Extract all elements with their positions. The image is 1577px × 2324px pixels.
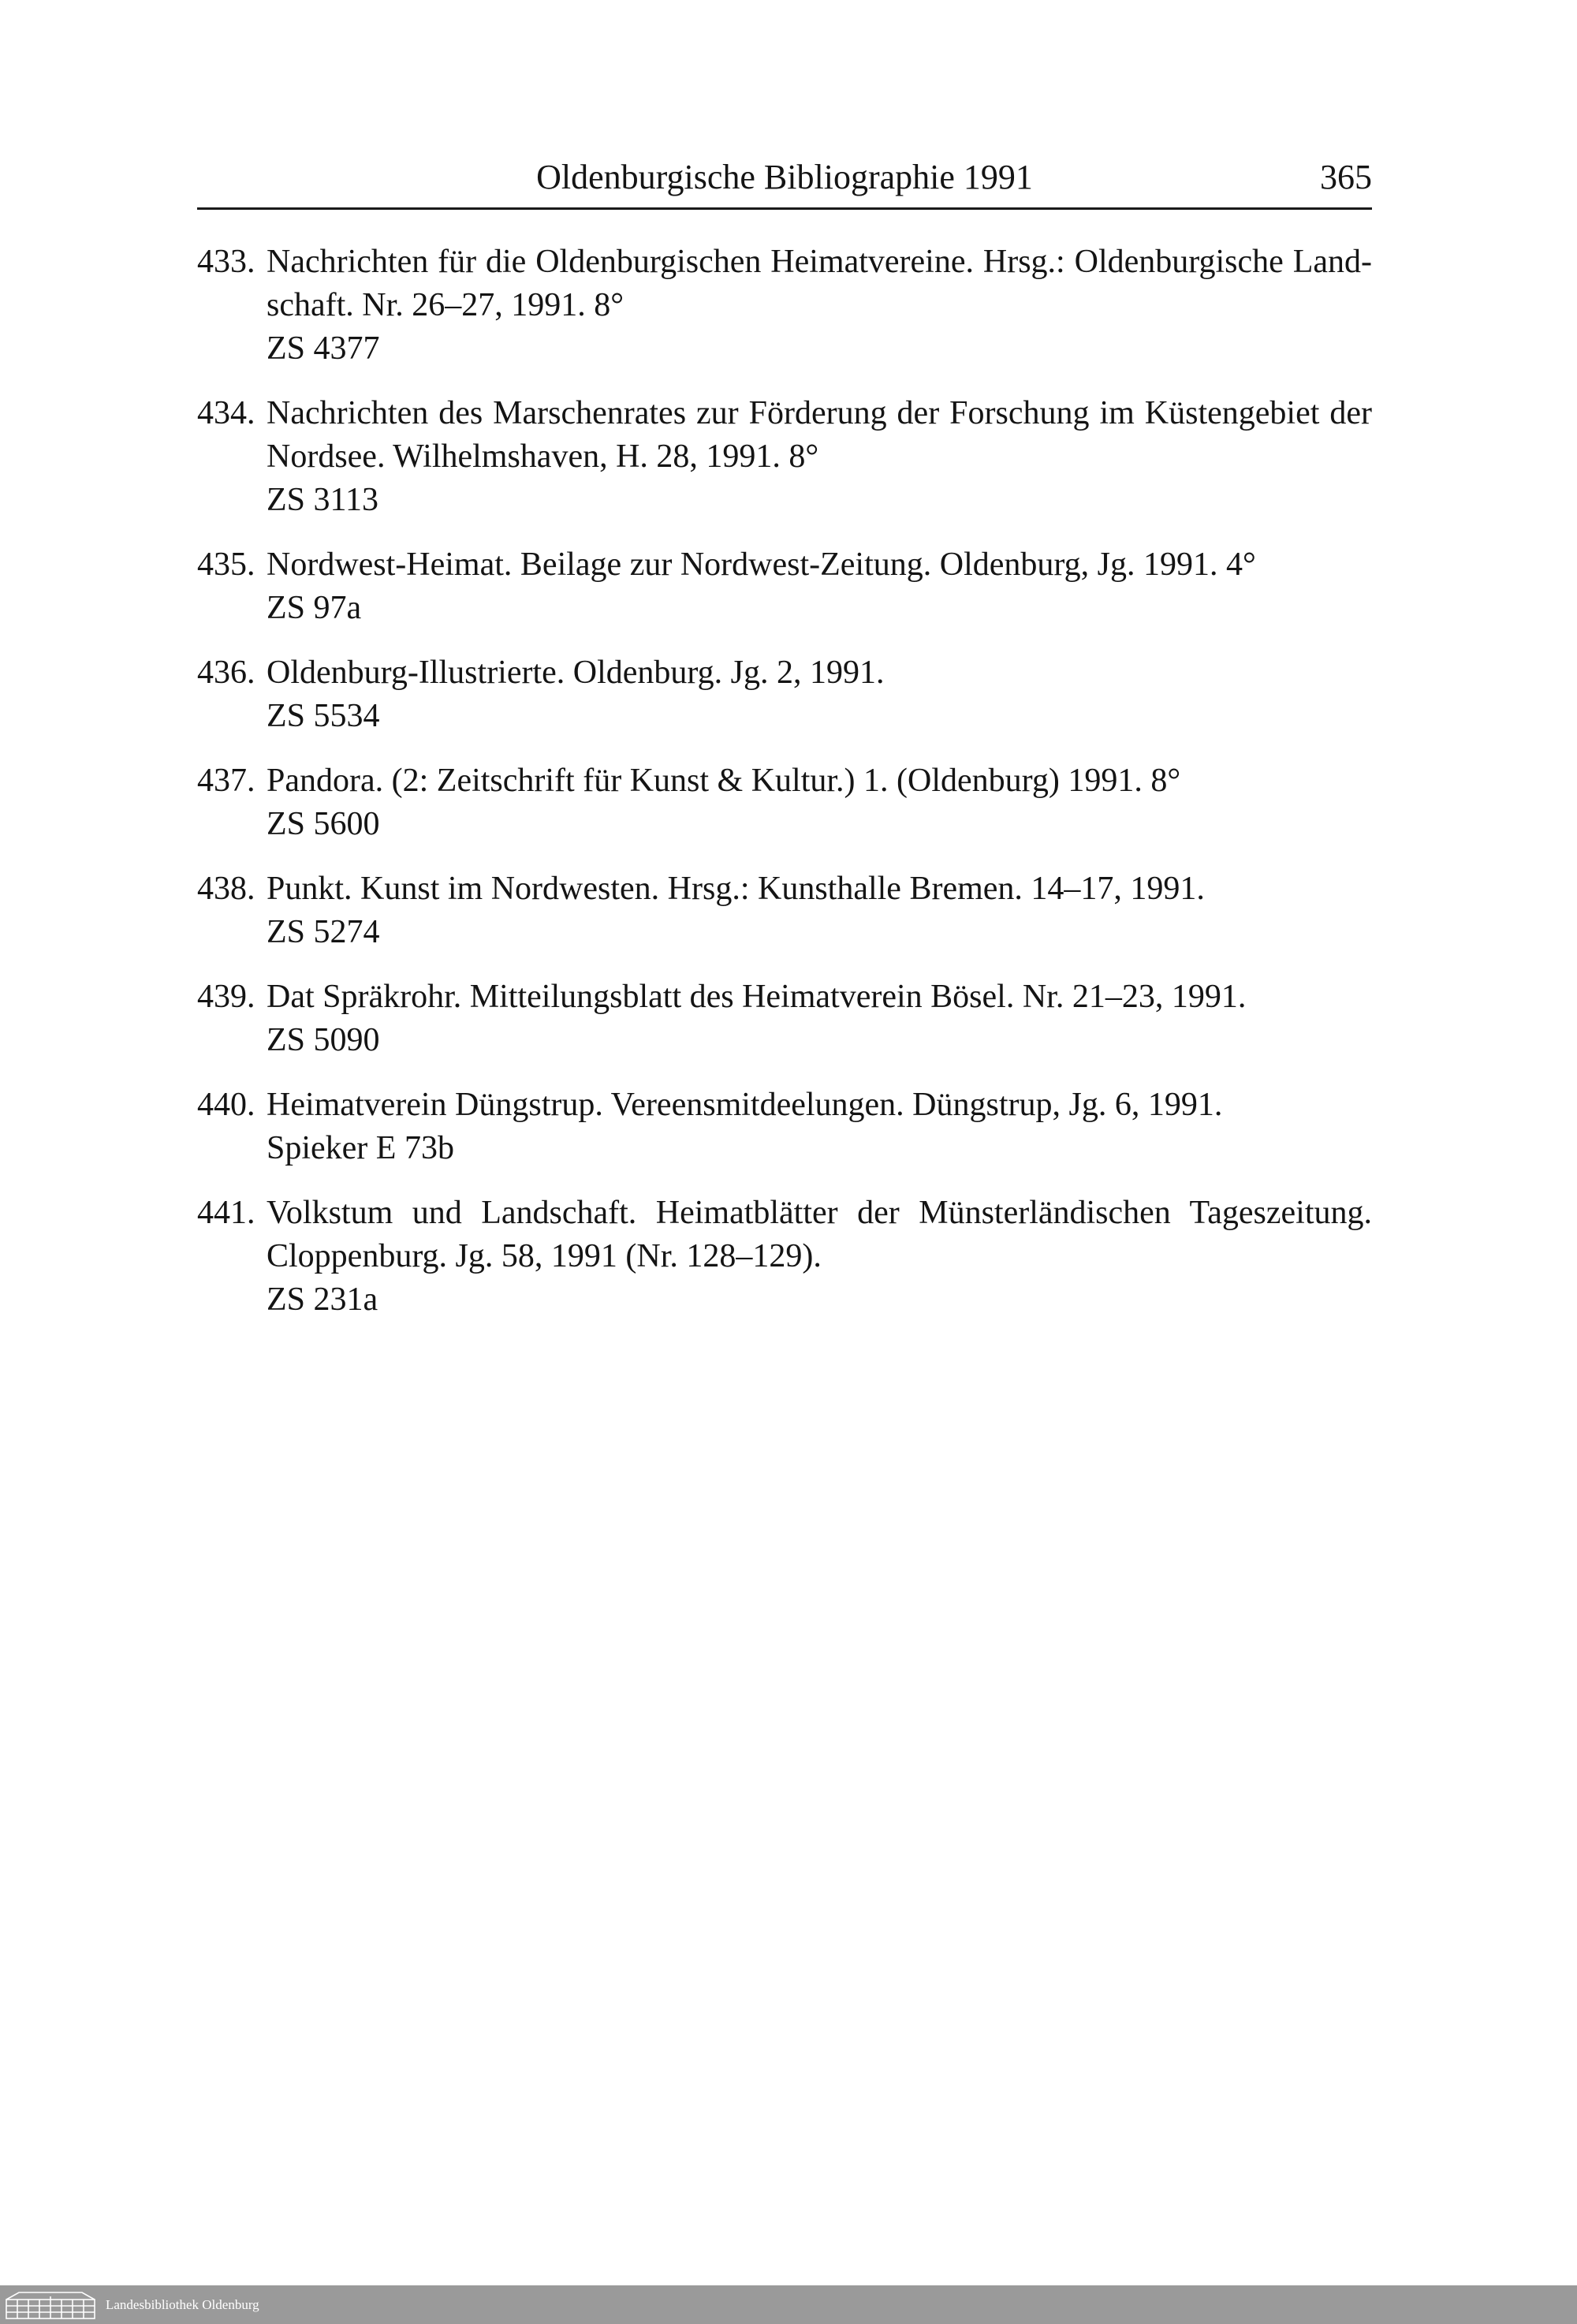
running-title: Oldenburgische Bibliographie 1991 [536, 158, 1033, 196]
entry-text: Dat Spräkrohr. Mitteilungsblatt des Heimatverein Bösel. Nr. 21–23, 1991. [267, 979, 1247, 1015]
footer-bar [0, 2285, 1577, 2324]
bibliography-list [197, 241, 1372, 1343]
entry-number: 435. [197, 546, 255, 583]
entry-number: 438. [197, 871, 255, 907]
entry-text: Nachrichten für die Oldenburgischen Heimatvereine. Hrsg.: Oldenburgische Landschaft. Nr. 26–27, 1991. 8° [267, 244, 1372, 323]
entry-shelfmark: Spieker E 73b [267, 1130, 454, 1166]
entry-number: 440. [197, 1087, 255, 1123]
entry-number: 441. [197, 1195, 255, 1231]
entry-number: 439. [197, 979, 255, 1015]
entry-text: Nachrichten des Marschenrates zur Förderung der Forschung im Küstengebiet der Nordsee. Wilhelmshaven, H. 28, 1991. 8° [267, 395, 1372, 475]
entry-shelfmark: ZS 3113 [267, 482, 378, 518]
entry-text: Punkt. Kunst im Nordwesten. Hrsg.: Kunsthalle Bremen. 14–17, 1991. [267, 871, 1205, 907]
entry-shelfmark: ZS 97a [267, 590, 362, 626]
bibliography-entry [197, 651, 1372, 738]
entry-number: 437. [197, 763, 255, 799]
bibliography-entry [197, 543, 1372, 630]
bibliography-entry [197, 392, 1372, 522]
bibliography-entry [197, 1192, 1372, 1322]
entry-text: Heimatverein Düngstrup. Vereensmitdeelungen. Düngstrup, Jg. 6, 1991. [267, 1087, 1223, 1123]
entry-shelfmark: ZS 4377 [267, 330, 380, 367]
bibliography-entry [197, 867, 1372, 954]
library-building-icon [3, 2289, 98, 2320]
entry-text: Oldenburg-Illustrierte. Oldenburg. Jg. 2, 1991. [267, 655, 885, 691]
page-number: 365 [1320, 158, 1372, 196]
entry-shelfmark: ZS 5090 [267, 1022, 380, 1058]
bibliography-entry [197, 1084, 1372, 1170]
entry-shelfmark: ZS 5274 [267, 914, 380, 950]
library-name: Landesbibliothek Oldenburg [106, 2297, 259, 2312]
running-head [197, 155, 1372, 200]
entry-text: Pandora. (2: Zeitschrift für Kunst & Kultur.) 1. (Oldenburg) 1991. 8° [267, 763, 1181, 799]
entry-shelfmark: ZS 231a [267, 1281, 378, 1318]
entry-number: 434. [197, 395, 255, 431]
entry-shelfmark: ZS 5600 [267, 806, 380, 842]
header-rule [197, 207, 1372, 210]
bibliography-entry [197, 759, 1372, 846]
entry-number: 433. [197, 244, 255, 280]
entry-number: 436. [197, 655, 255, 691]
bibliography-entry [197, 975, 1372, 1062]
entry-text: Volkstum und Landschaft. Heimatblätter der Münsterländischen Tageszeitung. Cloppenburg. Jg. 58, 1991 (Nr. 128–129). [267, 1195, 1372, 1274]
bibliography-entry [197, 241, 1372, 371]
entry-text: Nordwest-Heimat. Beilage zur Nordwest-Zeitung. Oldenburg, Jg. 1991. 4° [267, 546, 1256, 583]
entry-shelfmark: ZS 5534 [267, 698, 380, 734]
